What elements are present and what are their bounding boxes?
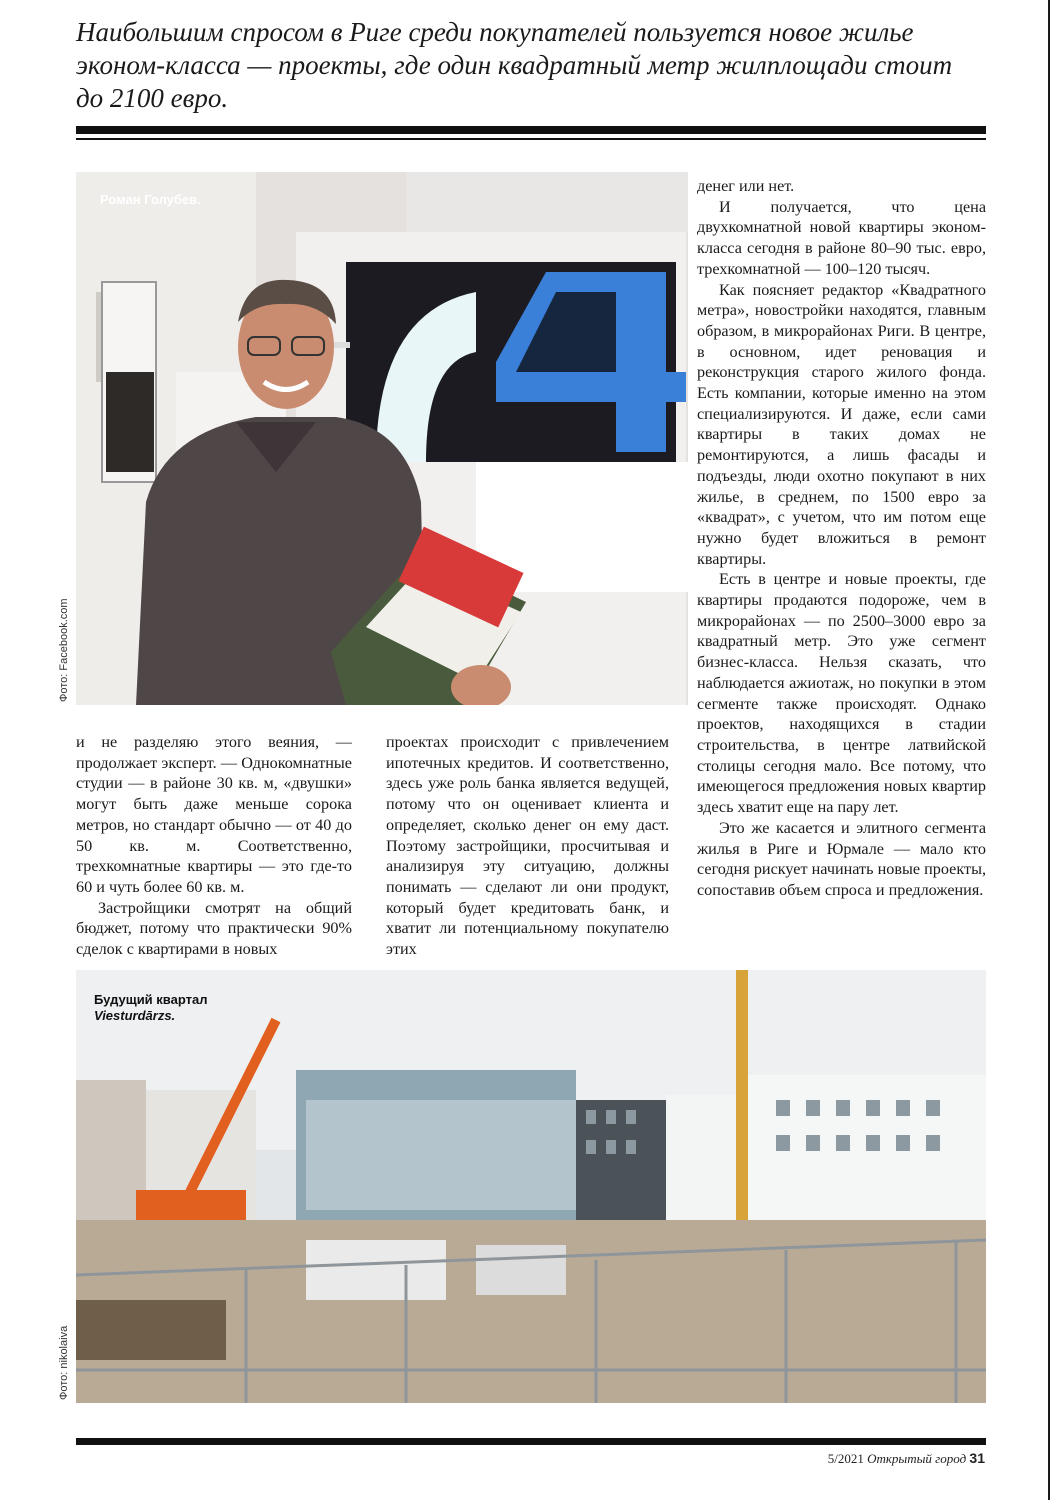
paragraph: Есть в центре и новые проекты, где квартиры продаются подороже, чем в микрорайонах — по 2500–3000 евро за квадратный метр. Это уже сегмент бизнес-класса. Нельзя сказать, что наблюдается ажиотаж, но покупки в этом сегменте также происходят. Однако проектов, находящихся в стадии строительства, в центре латвийской столицы сегодня мало. Все потому, что имеющегося предложения новых квартир здесь хватит еще на пару лет. — [697, 570, 986, 817]
paragraph: И получается, что цена двухкомнатной новой квартиры эконом-класса сегодня в районе 80–90 тыс. евро, трехкомнатной — 100–120 тысяч. — [697, 197, 986, 278]
text-column-2 — [386, 732, 669, 960]
header-rule-thin — [76, 138, 986, 140]
header-rule-thick — [76, 126, 986, 134]
paragraph: Это же касается и элитного сегмента жилья в Риге и Юрмале — мало кто сегодня рискует начинать новые проекты, сопоставив объем спроса и предложения. — [697, 818, 986, 899]
magazine-name: Открытый город — [867, 1451, 967, 1466]
text-column-3 — [697, 176, 986, 901]
caption-line: Будущий квартал — [94, 992, 208, 1007]
portrait-credit: Фото: Facebook.com — [58, 598, 70, 702]
portrait-caption: Роман Голубев. — [100, 192, 201, 207]
construction-caption — [94, 992, 207, 1024]
construction-credit: Фото: nikolaiva — [58, 1325, 70, 1400]
text-column-1 — [76, 732, 352, 960]
paragraph: Застройщики смотрят на общий бюджет, потому что практически 90% сделок с квартирами в новых — [76, 898, 352, 959]
page-footer — [828, 1450, 985, 1467]
construction-photo — [76, 970, 986, 1403]
paragraph: денег или нет. — [697, 177, 795, 195]
paragraph: и не разделяю этого веяния, — продолжает эксперт. — Однокомнатные студии — в районе 30 кв. м, «двушки» могут быть даже меньше сорока метров, но стандарт обычно — от 40 до 50 кв. м. Соответственно, трехкомнатные квартиры — это где-то 60 и чуть более 60 кв. м. — [76, 733, 352, 896]
portrait-photo — [76, 172, 688, 705]
page-number: 31 — [969, 1450, 985, 1466]
page-edge-line — [1048, 0, 1050, 1500]
issue-number: 5/2021 — [827, 1451, 864, 1466]
paragraph: Как поясняет редактор «Квадратного метра», новостройки находятся, главным образом, в микрорайонах Риги. В центре, в основном, идет реновация и реконструкция старого жилого фонда. Есть компании, которые именно на этом специализируются. И даже, если сами квартиры в таких домах не ремонтируются, а лишь фасады и подъезды, люди охотно покупают в них жилье, в среднем, по 1500 евро за «квадрат», с учетом, что им потом еще нужно будет вложиться в ремонт квартиры. — [697, 280, 986, 568]
paragraph: проектах происходит с привлечением ипотечных кредитов. И соответственно, здесь уже роль банка является ведущей, потому что он оценивает клиента и определяет, сколько денег он ему даст. Поэтому застройщики, просчитывая и анализируя эту ситуацию, должны понимать — сделают ли они продукт, который будет кредитовать банк, и хватит ли потенциальному покупателю этих — [386, 733, 669, 959]
lead-paragraph: Наибольшим спросом в Риге среди покупателей пользуется новое жилье эконом-класса — проекты, где один квадратный метр жилплощади стоит до 2100 евро. — [76, 17, 953, 113]
caption-line-italic: Viesturdārzs. — [94, 1008, 176, 1023]
footer-rule — [76, 1438, 986, 1445]
